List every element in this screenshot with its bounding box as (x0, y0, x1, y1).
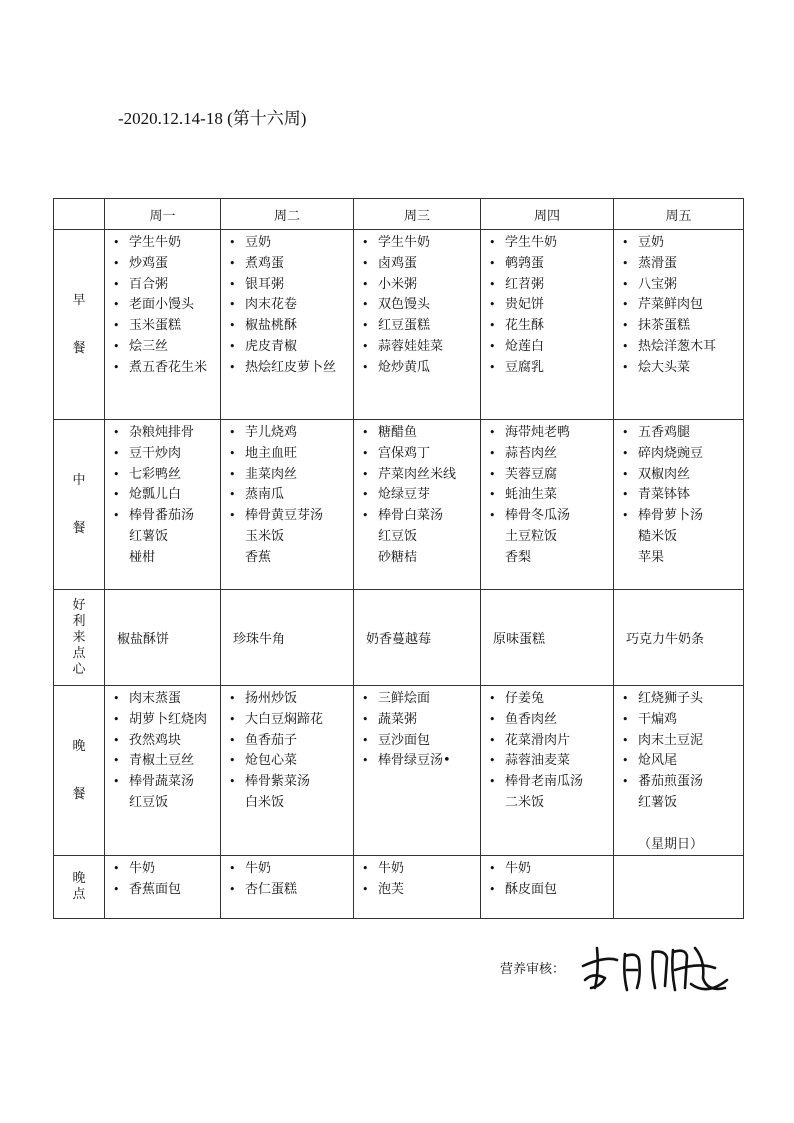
menu-cell (105, 230, 221, 420)
menu-item: • 干煸鸡 (622, 710, 743, 731)
menu-item: • 炝绿豆芽 (362, 485, 480, 506)
menu-extra: 苹果 (638, 549, 665, 565)
snack-label (54, 590, 105, 686)
menu-item: • 香蕉面包 (113, 880, 220, 901)
corner-cell (54, 199, 105, 230)
day-header: 周二 (221, 199, 354, 230)
lunch-label (54, 420, 105, 590)
menu-extra: 红薯饭 (638, 794, 678, 810)
menu-item: • 大白豆焖蹄花 (229, 710, 353, 731)
menu-extra: 玉米饭 (245, 528, 285, 544)
day-header: 周五 (614, 199, 744, 230)
menu-item: • 孜然鸡块 (113, 731, 220, 752)
menu-extra: 香蕉 (245, 549, 272, 565)
menu-item: • 烩三丝 (113, 337, 220, 358)
snack-cell: 原味蛋糕 (481, 590, 614, 686)
menu-item: • 牛奶 (113, 859, 220, 880)
snack-cell: 巧克力牛奶条 (614, 590, 744, 686)
menu-item: • 肉末蒸蛋 (113, 689, 220, 710)
menu-item: • 胡萝卜红烧肉 (113, 710, 220, 731)
menu-item: • 蚝油生菜 (489, 485, 613, 506)
weekly-menu-table (53, 198, 744, 919)
menu-item: • 杂粮炖排骨 (113, 423, 220, 444)
menu-item: • 豆沙面包 (362, 731, 480, 752)
menu-cell (614, 230, 744, 420)
menu-item: • 蒸南瓜 (229, 485, 353, 506)
menu-item: • 花菜滑肉片 (489, 731, 613, 752)
menu-item: • 百合粥 (113, 275, 220, 296)
menu-item: • 热烩红皮萝卜丝 (229, 358, 353, 379)
menu-item: • 小米粥 (362, 275, 480, 296)
menu-item: • 棒骨蔬菜汤 (113, 772, 220, 793)
menu-item: • 棒骨番茄汤 (113, 506, 220, 527)
menu-item: • 抹茶蛋糕 (622, 316, 743, 337)
menu-item: • 豆腐乳 (489, 358, 613, 379)
menu-item: • 棒骨萝卜汤 (622, 506, 743, 527)
menu-item: • 炝莲白 (489, 337, 613, 358)
menu-item: • 泡芙 (362, 880, 480, 901)
menu-item: • 棒骨老南瓜汤 (489, 772, 613, 793)
menu-item: • 豆奶 (229, 233, 353, 254)
menu-item: • 蒜苔肉丝 (489, 444, 613, 465)
menu-item: • 酥皮面包 (489, 880, 613, 901)
menu-item: • 炒鸡蛋 (113, 254, 220, 275)
signature-image (575, 930, 735, 1000)
menu-item: • 蒸滑蛋 (622, 254, 743, 275)
menu-item: • 鱼香肉丝 (489, 710, 613, 731)
menu-extra: 土豆粒饭 (505, 528, 558, 544)
menu-item: • 红豆蛋糕 (362, 316, 480, 337)
menu-cell (614, 686, 744, 856)
menu-cell (105, 856, 221, 919)
menu-cell (354, 686, 481, 856)
menu-item: • 碎肉烧豌豆 (622, 444, 743, 465)
snack-cell: 椒盐酥饼 (105, 590, 221, 686)
dinner-row (54, 686, 744, 856)
menu-item: • 老面小馒头 (113, 295, 220, 316)
menu-item: • 番茄煎蛋汤 (622, 772, 743, 793)
menu-item: • 棒骨黄豆芽汤 (229, 506, 353, 527)
menu-cell (354, 856, 481, 919)
menu-extra: 红豆饭 (378, 528, 418, 544)
night-snack-row (54, 856, 744, 919)
menu-item: • 蒜蓉油麦菜 (489, 751, 613, 772)
menu-item: • 棒骨白菜汤 (362, 506, 480, 527)
menu-item: • 热烩洋葱木耳 (622, 337, 743, 358)
menu-item: • 肉末花卷 (229, 295, 353, 316)
menu-item: • 椒盐桃酥 (229, 316, 353, 337)
menu-item: • 牛奶 (229, 859, 353, 880)
menu-item: • 肉末土豆泥 (622, 731, 743, 752)
menu-item: • 糖醋鱼 (362, 423, 480, 444)
menu-cell (481, 856, 614, 919)
menu-cell (481, 230, 614, 420)
menu-cell (221, 230, 354, 420)
menu-item: • 地主血旺 (229, 444, 353, 465)
menu-item: • 鹌鹑蛋 (489, 254, 613, 275)
menu-cell (354, 230, 481, 420)
menu-extra: 红薯饭 (129, 528, 169, 544)
menu-item: • 仔姜兔 (489, 689, 613, 710)
menu-cell (614, 420, 744, 590)
menu-cell (221, 420, 354, 590)
menu-item: • 牛奶 (489, 859, 613, 880)
menu-cell (221, 856, 354, 919)
snack-row (54, 590, 744, 686)
menu-item: • 豆奶 (622, 233, 743, 254)
nutrition-review-label: 营养审核： (500, 962, 566, 977)
snack-cell: 珍珠牛角 (221, 590, 354, 686)
menu-extra: 糙米饭 (638, 528, 678, 544)
menu-item: • 玉米蛋糕 (113, 316, 220, 337)
menu-item: • 豆干炒肉 (113, 444, 220, 465)
menu-cell (481, 686, 614, 856)
menu-extra: 香梨 (505, 549, 532, 565)
breakfast-label (54, 230, 105, 420)
menu-extra (622, 814, 743, 835)
menu-item: • 芋儿烧鸡 (229, 423, 353, 444)
dinner-label (54, 686, 105, 856)
page-title: -2020.12.14-18 (第十六周) (118, 109, 307, 128)
menu-item: • 双椒肉丝 (622, 465, 743, 486)
menu-item: • 红苕粥 (489, 275, 613, 296)
menu-extra: （星期日） (638, 836, 704, 852)
day-header: 周四 (481, 199, 614, 230)
menu-cell (481, 420, 614, 590)
day-header: 周三 (354, 199, 481, 230)
snack-cell: 奶香蔓越莓 (354, 590, 481, 686)
menu-item: • 学生牛奶 (489, 233, 613, 254)
menu-item: • 五香鸡腿 (622, 423, 743, 444)
menu-item: • 煮五香花生米 (113, 358, 220, 379)
menu-item: • 芙蓉豆腐 (489, 465, 613, 486)
menu-item: • 鱼香茄子 (229, 731, 353, 752)
menu-item: • 学生牛奶 (113, 233, 220, 254)
menu-cell (354, 420, 481, 590)
menu-item: • 芹菜肉丝米线 (362, 465, 480, 486)
menu-cell (105, 686, 221, 856)
menu-item: • 炝风尾 (622, 751, 743, 772)
menu-item: • 煮鸡蛋 (229, 254, 353, 275)
menu-item: • 卤鸡蛋 (362, 254, 480, 275)
menu-cell (614, 856, 744, 919)
menu-item: • 蔬菜粥 (362, 710, 480, 731)
lunch-row (54, 420, 744, 590)
menu-item: • 青椒土豆丝 (113, 751, 220, 772)
header-row (54, 199, 744, 230)
menu-item: • 烩大头菜 (622, 358, 743, 379)
menu-item: • 棒骨绿豆汤• (362, 751, 480, 772)
menu-item: • 芹菜鲜肉包 (622, 295, 743, 316)
menu-item: • 花生酥 (489, 316, 613, 337)
menu-item: • 学生牛奶 (362, 233, 480, 254)
menu-extra: 砂糖桔 (378, 549, 418, 565)
menu-item: • 棒骨紫菜汤 (229, 772, 353, 793)
night-snack-label-text: 晚 点 (72, 871, 86, 903)
menu-item: • 炝炒黄瓜 (362, 358, 480, 379)
menu-item: • 扬州炒饭 (229, 689, 353, 710)
snack-label-text: 好利来点心 (72, 597, 86, 677)
menu-item: • 青菜钵钵 (622, 485, 743, 506)
lunch-label-text: 中 餐 (72, 472, 86, 536)
menu-item: • 贵妃饼 (489, 295, 613, 316)
breakfast-label-text: 早 餐 (72, 292, 86, 356)
menu-item: • 牛奶 (362, 859, 480, 880)
menu-extra: 椪柑 (129, 549, 156, 565)
menu-extra: 红豆饭 (129, 794, 169, 810)
menu-item: • 宫保鸡丁 (362, 444, 480, 465)
menu-item: • 海带炖老鸭 (489, 423, 613, 444)
menu-item: • 炝包心菜 (229, 751, 353, 772)
menu-cell (105, 420, 221, 590)
dinner-label-text: 晚 餐 (72, 738, 86, 802)
menu-item: • 炝瓢儿白 (113, 485, 220, 506)
breakfast-row (54, 230, 744, 420)
menu-item: • 银耳粥 (229, 275, 353, 296)
menu-item: • 八宝粥 (622, 275, 743, 296)
menu-item: • 棒骨冬瓜汤 (489, 506, 613, 527)
night-snack-label (54, 856, 105, 919)
menu-item: • 杏仁蛋糕 (229, 880, 353, 901)
day-header: 周一 (105, 199, 221, 230)
menu-item: • 虎皮青椒 (229, 337, 353, 358)
menu-item: • 七彩鸭丝 (113, 465, 220, 486)
menu-cell (221, 686, 354, 856)
menu-item: • 韭菜肉丝 (229, 465, 353, 486)
menu-extra: 二米饭 (505, 794, 545, 810)
menu-item: • 红烧狮子头 (622, 689, 743, 710)
menu-item: • 三鲜烩面 (362, 689, 480, 710)
menu-item: • 蒜蓉娃娃菜 (362, 337, 480, 358)
menu-extra: 白米饭 (245, 794, 285, 810)
menu-item: • 双色馒头 (362, 295, 480, 316)
